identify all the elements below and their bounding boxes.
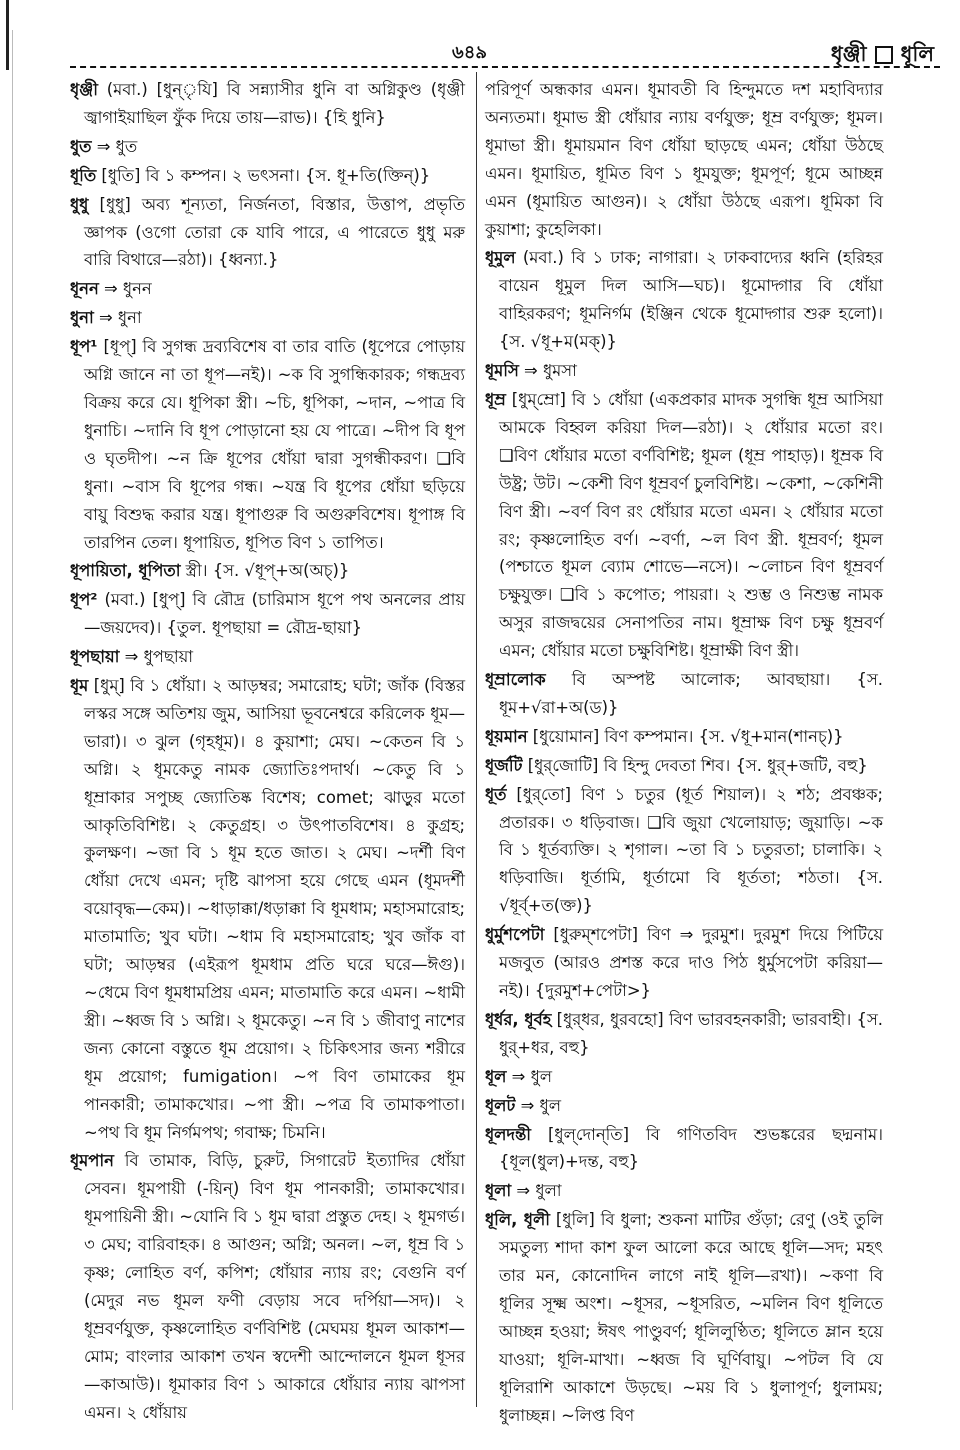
dictionary-entry: [70, 557, 465, 585]
entry-headword: ধুধু: [70, 194, 89, 214]
entry-headword: ধূপ²: [70, 590, 98, 610]
entry-definition: [ধুলি] বি ধুলা; শুকনা মাটির গুঁড়া; রেণু (ওই তুলি সমতুল্য শাদা কাশ ফুল আলো করে আছে ধূলি—সদ; মহৎ তার মন, কোনোদিন লাগে নাই ধূলি—রখা)। ~কণা বি ধূলির সূক্ষ্ম অংশ। ~ধূসর, ~ধূসরিত, ~মলিন বিণ ধূলিতে আচ্ছন্ন হওয়া; ঈষৎ পাণ্ডুবর্ণ; ধূলিলুণ্ঠিত; ধূলিতে ম্লান হয়ে যাওয়া; ধূলি-মাখা। ~ধ্বজ বি ঘূর্ণিবায়ু। ~পটল বি যে ধূলিরাশি আকাশে উড়ছে। ~ময় বি ১ ধুলাপূর্ণ; ধুলাময়; ধুলাচ্ছন্ন। ~লিপ্ত বিণ: [499, 1210, 883, 1425]
entry-definition: [ধুরুম্‌শপেটা] বিণ ⇒ দুরমুশ। দুরমুশ দিয়ে পিটিয়ে মজবুত (আরও প্রশস্ত করে দাও পিঠ ধুর্মুসপেটা করিয়া—নই)। {দুরমুশ+পেটা>}: [499, 925, 883, 1000]
guide-word-last: ধূলি: [900, 42, 934, 66]
entry-headword: ধূর্ত: [485, 784, 507, 804]
dictionary-entry: [70, 643, 465, 671]
entry-definition: [ধুম্‌] বি ১ ধোঁয়া। ২ আড়ম্বর; সমারোহ; ঘটা; জাঁক (বিস্তর লস্কর সঙ্গে অতিশয় জুম, আসিয়া ভূবনেশ্বরে করিলেক ধূম—ভারা)। ৩ ঝুল (গৃহধূম)। ৪ কুয়াশা; মেঘ। ~কেতন বি ১ অগ্নি। ২ ধূমকেতু নামক জ্যোতিঃপদার্থ। ~কেতু বি ১ ধূম্রাকার সপুচ্ছ জ্যোতিষ্ক বিশেষ; comet; ঝাড়ুর মতো আকৃতিবিশিষ্ট। ২ কেতুগ্রহ। ৩ উৎপাতবিশেষ। ৪ কুগ্রহ; কুলক্ষণ। ~জা বি ১ ধূম হতে জাত। ২ মেঘ। ~দর্শী বিণ ধোঁয়া দেখে এমন; দৃষ্টি ঝাপসা হয়ে গেছে এমন (ধূমদর্শী বয়োবৃদ্ধ—কেম)। ~ধাড়াক্কা/ধড়াক্কা বি ধূমধাম; মহাসমারোহ; মাতামাতি; খুব ঘটা। ~ধাম বি মহাসমারোহ; খুব জাঁক বা ঘটা; আড়ম্বর (এইরূপ ধূমধাম প্রতি ঘরে ঘরে—ঈগু)। ~ধেমে বিণ ধূমধামপ্রিয় এমন; মাতামাতি করে এমন। ~ধামী স্ত্রী। ~ধ্বজ বি ১ অগ্নি। ২ ধূমকেতু। ~ন বি ১ জীবাণু নাশের জন্য কোনো বস্তুতে ধূম প্রয়োগ। ২ চিকিৎসার জন্য শরীরে ধূম প্রয়োগ; fumigation। ~প বিণ তামাকের ধূম পানকারী; তামাকখোর। ~পা স্ত্রী। ~পত্র বি তামাকপাতা। ~পথ বি ধূম নির্গমপথ; গবাক্ষ; চিমনি।: [84, 676, 465, 1142]
entry-definition: পরিপূর্ণ অন্ধকার এমন। ধূমাবতী বি হিন্দুমতে দশ মহাবিদ্যার অন্যতমা। ধূমাভ স্ত্রী ধোঁয়ার ন্যায় বর্ণযুক্ত; ধূম্র বর্ণযুক্ত; ধূমল। ধূমাভা স্ত্রী। ধূমায়মান বিণ ধোঁয়া ছাড়ছে এমন; ধোঁয়া উঠছে এমন। ধূমায়িত, ধূমিত বিণ ১ ধূমযুক্ত; ধূমপূর্ণ; ধূমে আচ্ছন্ন এমন (ধূমায়িত আগুন)। ২ ধোঁয়া উঠছে এরূপ। ধূমিকা বি কুয়াশা; কুহেলিকা।: [485, 80, 883, 239]
binding-mark: [6, 0, 9, 70]
entry-definition: ⇒ ধুনা: [98, 308, 142, 328]
right-column: [485, 76, 884, 1425]
column-divider: [476, 72, 477, 1407]
square-separator-icon: [875, 46, 893, 64]
dictionary-entry: [485, 1063, 883, 1091]
entry-headword: ধূমসি: [485, 361, 519, 381]
dictionary-entry: [70, 1147, 465, 1426]
dictionary-entry: [70, 162, 465, 190]
dictionary-entry: [485, 781, 883, 921]
entry-definition: বি অস্পষ্ট আলোক; আবছায়া। {স. ধূম+√রা+অ(ড)}: [499, 670, 883, 717]
entry-definition: (মবা.) বি ১ ঢাক; নাগারা। ২ ঢাকবাদ্যের ধ্বনি (হরিহর বায়েন ধূমুল দিল আসি—ঘচ)। ধূমোদ্গার বি ধোঁয়া বাহিরকরণ; ধূমনির্গম (ইঞ্জিন থেকে ধূমোদ্গার শুরু হলো)। {স. √ধূ+ম(মক্‌)}: [499, 248, 883, 352]
entry-definition: (মবা.) [ধুন্‌ৃযি] বি সন্ন্যাসীর ধুনি বা অগ্নিকুণ্ড (ধৃঞ্জী জ্বাগাইয়াছিল ফুঁক দিয়ে তায়—রাভ)। {হি ধুনি}: [84, 80, 465, 127]
entry-headword: ধূমুল: [485, 248, 516, 268]
dictionary-entry: [485, 1092, 883, 1120]
entry-definition: ⇒ ধুপছায়া: [124, 647, 193, 667]
entry-headword: ধূতি: [70, 165, 97, 185]
dictionary-entry: [70, 333, 465, 556]
entry-definition: [ধুর্‌জোটি] বি হিন্দু দেবতা শিব। {স. ধুর্‌+জটি, বহু}: [527, 755, 868, 775]
dictionary-entry: [485, 666, 883, 722]
entry-headword: ধূলি, ধূলী: [485, 1210, 550, 1230]
dictionary-entry: [70, 672, 465, 1146]
entry-definition: [ধুর্‌তো] বিণ ১ চতুর (ধূর্ত শিয়াল)। ২ শঠ; প্রবঞ্চক; প্রতারক। ৩ ধড়িবাজ। ❑বি জুয়া খেলোয়াড়; জুয়াড়ি। ~ক বি ১ ধূর্তব্যক্তি। ২ শৃগাল। ~তা বি ১ চতুরতা; চালাকি। ২ ধড়িবাজি। ধূর্তামি, ধূর্তামো বি ধূর্ততা; শঠতা। {স. √ধূর্ব্‌+ত(ক্ত)}: [499, 784, 883, 916]
entry-definition: ⇒ ধুল: [520, 1095, 561, 1115]
entry-headword: ধূপছায়া: [70, 647, 120, 667]
entry-headword: ধূয়মান: [485, 726, 528, 746]
dictionary-entry: [70, 586, 465, 642]
entry-headword: ধূর্ধর, ধূর্বহ: [485, 1009, 552, 1029]
entry-definition: [ধুয়োমান] বিণ কম্পমান। {স. √ধূ+মান(শানচ্‌)}: [532, 726, 844, 746]
left-column: [70, 76, 466, 1422]
entry-headword: ধূম্র: [485, 389, 506, 409]
dictionary-entry: [485, 357, 883, 385]
entry-definition: [ধুল্‌দোন্‌তি] বি গণিতবিদ শুভঙ্করের ছদ্মনাম। {ধূল(ধুল)+দন্ত, বহু}: [499, 1124, 883, 1172]
dictionary-entry: [485, 386, 883, 665]
binding-shadow: [12, 30, 13, 1410]
dictionary-entry: [70, 304, 465, 332]
entry-headword: ধুর্মুশপেটা: [485, 925, 545, 945]
entry-headword: ধূল: [485, 1066, 507, 1086]
entry-headword: ধূলা: [485, 1181, 512, 1201]
page-number: ৬৪৯: [452, 42, 488, 63]
dictionary-entry: [485, 1206, 883, 1429]
header-rule: [70, 66, 940, 71]
dictionary-entry: [70, 191, 465, 275]
entry-headword: ধূলট: [485, 1095, 516, 1115]
entry-headword: ধুনা: [70, 308, 94, 328]
entry-definition: ⇒ ধুনন: [103, 279, 152, 299]
entry-definition: ⇒ ধুলা: [516, 1181, 562, 1201]
entry-definition: [ধুতি] বি ১ কম্পন। ২ ভৎসনা। {স. ধূ+তি(ক্তিন্‌)}: [101, 165, 431, 185]
dictionary-entry: [485, 1006, 883, 1062]
dictionary-entry: [485, 752, 883, 780]
entry-definition: [ধুর্‌ধর, ধুরবহো] বিণ ভারবহনকারী; ভারবাহী। {স. ধুর্‌+ধর, বহু}: [499, 1009, 883, 1057]
entry-definition: [ধুম্‌ম্রো] বি ১ ধোঁয়া (একপ্রকার মাদক সুগন্ধি ধূম্র আসিয়া আমকে বিহ্বল করিয়া দিল—রঠা)। ২ ধোঁয়ার মতো রং। ❑বিণ ধোঁয়ার মতো বর্ণবিশিষ্ট; ধূমল (ধূম্র পাহাড়)। ধূম্রক বি উষ্ট্র; উট। ~কেশী বিণ ধূম্রবর্ণ চুলবিশিষ্ট। ~কেশা, ~কেশিনী বিণ স্ত্রী। ~বর্ণ বিণ রং ধোঁয়ার মতো এমন। ২ ধোঁয়ার মতো রং; কৃষ্ণলোহিত বর্ণ। ~বর্ণা, ~ল বিণ স্ত্রী. ধূম্রবর্ণ; ধূমল (পশ্চাতে ধূমল ব্যোম শোভে—নসে)। ~লোচন বিণ ধূম্রবর্ণ চক্ষুযুক্ত। ❑বি ১ কপোত; পায়রা। ২ শুম্ভ ও নিশুম্ভ নামক অসুর রাজদ্বয়ের সেনাপতির নাম। ধূম্রাক্ষ বিণ চক্ষু ধূম্রবর্ণ এমন; ধোঁয়ার মতো চক্ষুবিশিষ্ট। ধূম্রাক্ষী বিণ স্ত্রী।: [499, 389, 884, 661]
entry-headword: ধূম্রালোক: [485, 670, 546, 690]
dictionary-entry: [485, 76, 883, 243]
entry-definition: (মবা.) [ধুপ্‌] বি রৌদ্র (চারিমাস ধূপে পথ অনলের প্রায়—জয়দেব)। {তুল. ধূপছায়া = রৌদ্র-ছায়া}: [84, 590, 465, 638]
entry-headword: ধূপ¹: [70, 337, 98, 357]
dictionary-entry: [70, 76, 465, 132]
entry-headword: ধুত: [70, 136, 92, 156]
dictionary-entry: [485, 921, 883, 1005]
entry-headword: ধূপায়িতা, ধূপিতা: [70, 561, 181, 581]
entry-headword: ধূনন: [70, 279, 99, 299]
entry-definition: [ধুধু] অব্য শূন্যতা, নির্জনতা, বিস্তার, উত্তাপ, প্রভৃতি জ্ঞাপক (ওগো তোরা কে যাবি পারে, এ পারেতে ধুধু মরু বারি বিথারে—রঠা)। {ধ্বন্যা.}: [84, 194, 466, 270]
entry-definition: [ধূপ্‌] বি সুগন্ধ দ্রব্যবিশেষ বা তার বাতি (ধূপেরে পোড়ায় অগ্নি জানে না তা ধূপ—নই)। ~ক বি সুগন্ধিকারক; গন্ধদ্রব্য বিক্রয় করে যে। ধূপিকা স্ত্রী। ~চি, ধূপিকা, ~দান, ~পাত্র বি ধুনাচি। ~দানি বি ধূপ পোড়ানো হয় যে পাত্রে। ~দীপ বি ধূপ ও ঘৃতদীপ। ~ন ক্রি ধূপের ধোঁয়া দ্বারা সুগন্ধীকরণ। ❑বি ধুনা। ~বাস বি ধূপের গন্ধ। ~যন্ত্র বি ধূপের ধোঁয়া ছড়িয়ে বায়ু বিশুদ্ধ করার যন্ত্র। ধূপাগুরু বি অগুরুবিশেষ। ধূপাঙ্গ বি তারপিন তেল। ধূপায়িত, ধূপিত বিণ ১ তাপিত।: [84, 337, 465, 552]
entry-headword: ধূলদন্তী: [485, 1124, 531, 1144]
dictionary-entry: [70, 275, 465, 303]
entry-definition: ⇒ ধুল: [511, 1066, 552, 1086]
dictionary-entry: [70, 133, 465, 161]
entry-headword: ধূমপান: [70, 1151, 114, 1171]
guide-word-first: ধৃঞ্জী: [830, 42, 867, 66]
entry-definition: ⇒ ধুমসা: [524, 361, 577, 381]
entry-definition: ⇒ ধুত: [96, 136, 138, 156]
dictionary-entry: [485, 723, 883, 751]
dictionary-entry: [485, 1177, 883, 1205]
entry-headword: ধৃঞ্জী: [70, 80, 98, 99]
entry-definition: স্ত্রী। {স. √ধূপ্‌+অ(অচ্‌)}: [185, 561, 350, 581]
entry-headword: ধূর্জটি: [485, 755, 523, 775]
dictionary-entry: [485, 1121, 883, 1177]
dictionary-entry: [485, 244, 883, 356]
entry-definition: বি তামাক, বিড়ি, চুরুট, সিগারেট ইত্যাদির ধোঁয়া সেবন। ধূমপায়ী (-য়িন্‌) বিণ ধূম পানকারী; তামাকখোর। ধূমপায়িনী স্ত্রী। ~যোনি বি ১ ধূম দ্বারা প্রস্তুত দেহ। ২ ধূমগর্ভ। ৩ মেঘ; বারিবাহক। ৪ আগুন; অগ্নি; অনল। ~ল, ধূম্র বি ১ কৃষ্ণ; লোহিত বর্ণ, কপিশ; ধোঁয়ার ন্যায় রং; বেগুনি বর্ণ (মেদুর নভ ধূমল ফণী বেড়ায় সবে দর্পিয়া—সদ)। ২ ধূম্রবর্ণযুক্ত, কৃষ্ণলোহিত বর্ণবিশিষ্ট (মেঘময় ধূমল আকাশ—মোম; বাংলার আকাশ তখন স্বদেশী আন্দোলনে ধূমল ধূসর—কাআউ)। ধূমাকার বিণ ১ আকারে ধোঁয়ার ন্যায় ঝাপসা এমন। ২ ধোঁয়ায়: [84, 1151, 465, 1422]
entry-headword: ধূম: [70, 676, 89, 696]
